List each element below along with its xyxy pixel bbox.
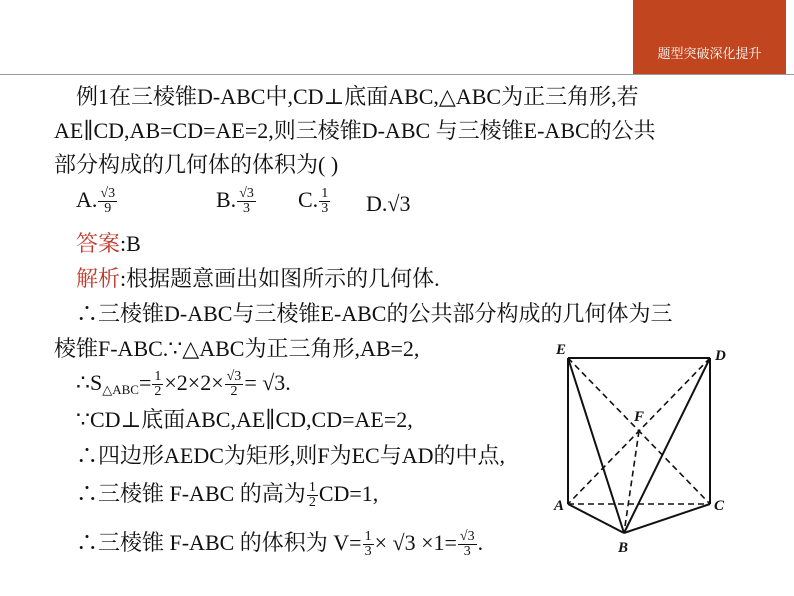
option-a-fraction	[98, 187, 117, 216]
volume-mid: × √3 ×1=	[374, 530, 457, 555]
problem-line-1: 例1在三棱锥D-ABC中,CD⊥底面ABC,△ABC为正三角形,若	[76, 84, 639, 109]
edge-EB	[568, 358, 624, 533]
volume-result-den: 3	[463, 544, 471, 560]
option-c-fraction	[319, 187, 330, 216]
third-num: 1	[364, 529, 372, 545]
option-c-label: C.	[298, 187, 319, 212]
solution-line-7	[76, 530, 483, 559]
vertex-label-B: B	[618, 540, 629, 555]
option-d	[366, 191, 410, 217]
solution-line-6	[76, 481, 378, 510]
option-b-fraction	[237, 187, 256, 216]
option-b-den: 3	[243, 201, 251, 217]
solution-intro	[76, 266, 440, 292]
volume-result-num: √3	[459, 529, 475, 545]
pyramid-figure	[548, 340, 748, 555]
height-end: CD=1,	[318, 481, 379, 506]
option-c	[298, 187, 331, 216]
vertex-label-D: D	[715, 348, 726, 364]
volume-prefix: ∴三棱锥 F-ABC 的体积为 V=	[76, 530, 362, 555]
vertex-label-A: A	[554, 498, 565, 514]
option-d-value: √3	[387, 191, 411, 216]
solution-intro-text: :根据题意画出如图所示的几何体.	[120, 266, 440, 291]
vertex-label-E: E	[556, 342, 567, 358]
height-fraction	[307, 481, 318, 510]
answer-value: :B	[120, 231, 141, 256]
option-a	[76, 187, 118, 216]
solution-line-5: ∴四边形AEDC为矩形,则F为EC与AD的中点,	[76, 443, 506, 468]
area-result: = √3.	[244, 370, 291, 395]
section-tag	[633, 0, 786, 74]
sqrt3-half-num: √3	[226, 369, 242, 385]
answer-line	[76, 231, 141, 257]
area-mid: ×2×2×	[164, 370, 224, 395]
third-den: 3	[364, 544, 372, 560]
option-a-num: √3	[100, 186, 116, 202]
option-b	[216, 187, 257, 216]
area-subscript: △ABC	[102, 382, 139, 397]
area-prefix: ∴S	[76, 370, 103, 395]
sqrt3-half-den: 2	[230, 384, 238, 400]
option-d-label: D.	[366, 191, 388, 216]
third-fraction	[363, 530, 374, 559]
sqrt3-half-fraction	[225, 370, 244, 399]
area-eq: =	[138, 370, 152, 395]
vertex-label-F: F	[634, 409, 645, 425]
solution-line-2: 棱锥F-ABC.∵△ABC为正三角形,AB=2,	[54, 336, 420, 361]
volume-result-fraction	[458, 530, 477, 559]
solution-label: 解析	[76, 266, 121, 291]
option-a-den: 9	[104, 201, 112, 217]
solution-line-1: ∴三棱锥D-ABC与三棱锥E-ABC的公共部分构成的几何体为三	[76, 301, 673, 326]
volume-end: .	[477, 530, 484, 555]
answer-label: 答案	[76, 231, 121, 256]
option-a-label: A.	[76, 187, 98, 212]
half-num: 1	[154, 369, 162, 385]
height-prefix: ∴三棱锥 F-ABC 的高为	[76, 481, 306, 506]
problem-line-2: AE∥CD,AB=CD=AE=2,则三棱锥D-ABC 与三棱锥E-ABC的公共	[54, 118, 656, 143]
option-b-num: √3	[239, 186, 254, 202]
vertex-label-C: C	[714, 498, 725, 514]
height-num: 1	[308, 480, 316, 496]
option-c-den: 3	[321, 201, 329, 217]
half-den: 2	[154, 384, 162, 400]
solution-line-3	[76, 370, 291, 403]
option-c-num: 1	[321, 186, 329, 202]
section-tag-text: 题型突破深化提升	[657, 47, 762, 62]
option-b-label: B.	[216, 187, 237, 212]
solution-line-4: ∵CD⊥底面ABC,AE∥CD,CD=AE=2,	[76, 407, 413, 432]
half-fraction	[152, 370, 163, 399]
problem-line-3: 部分构成的几何体的体积为( )	[54, 152, 339, 177]
height-den: 2	[308, 495, 316, 511]
header-divider	[0, 74, 794, 75]
